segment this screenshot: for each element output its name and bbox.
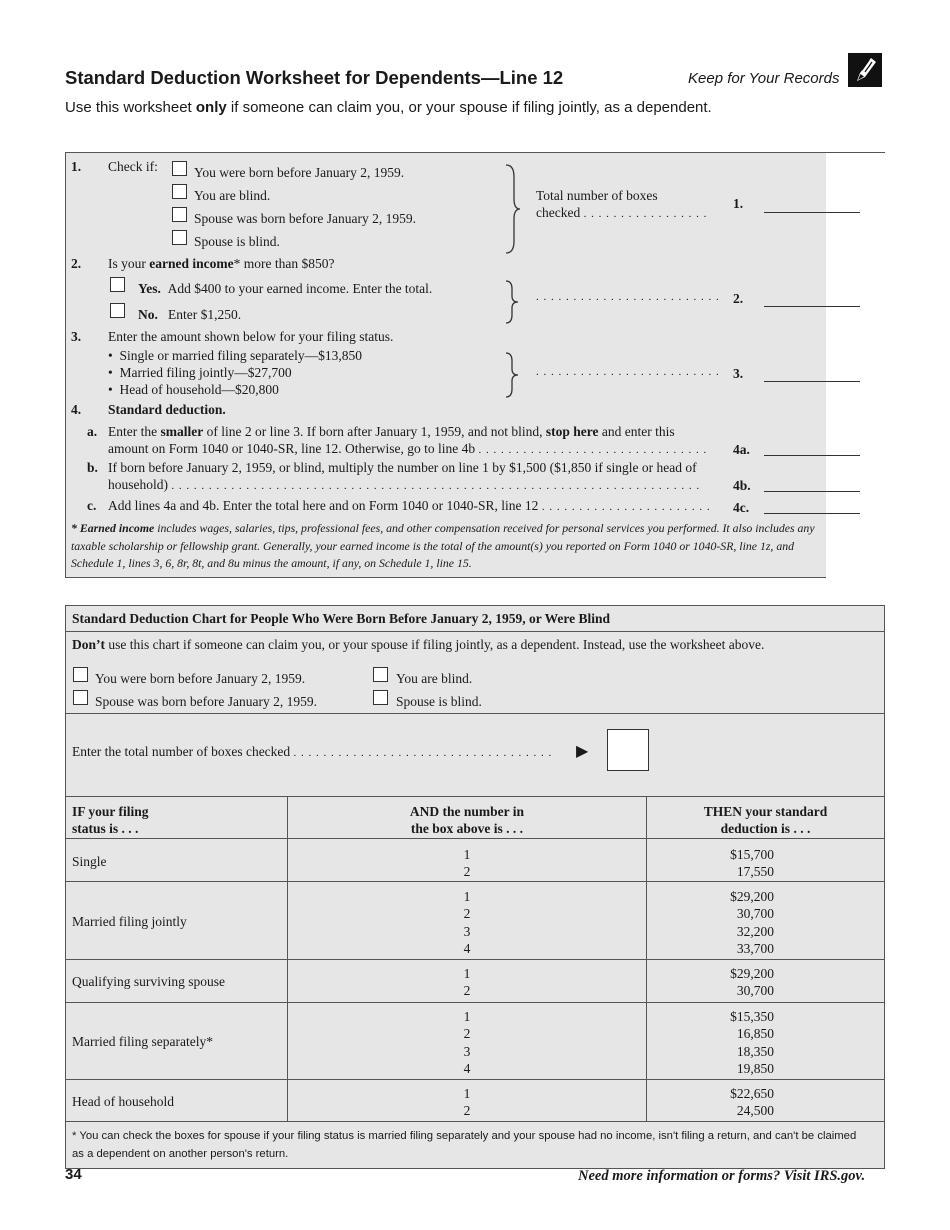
- checkbox-label: Spouse is blind.: [194, 234, 280, 249]
- bullet-text: Single or married filing separately—$13,850: [119, 348, 363, 363]
- checkbox-label: Spouse is blind.: [396, 694, 482, 709]
- number-value: 2: [463, 1026, 471, 1042]
- text-part: and enter this: [598, 424, 675, 439]
- number-value: 2: [463, 983, 471, 998]
- col-header-status: [72, 803, 149, 837]
- header-line: the box above is . . .: [410, 821, 524, 836]
- line-letter: c.: [87, 498, 97, 513]
- number-value: 4: [463, 940, 471, 956]
- leader-dots: . . . . . . . . . . . . . . . . . . . . . . . . . . . . . . . . . . . . . . . . . . . . . . . . . . . . . . . . . . . . . . . . . . . . . . .: [171, 480, 701, 492]
- total-boxes-label-part: checked: [536, 205, 581, 220]
- footnote-text: Schedule 1, lines 3, 6, 8r, 8t, and 8u minus the amount, if any, on Schedule 1, line 15.: [71, 556, 472, 570]
- chart-checkbox-born-before[interactable]: [73, 667, 88, 686]
- intro-text-bold: only: [195, 99, 227, 116]
- amount-value: 17,550: [736, 864, 774, 879]
- row-status: Married filing jointly: [72, 914, 187, 929]
- col-header-number: [288, 803, 646, 837]
- divider: [66, 1121, 884, 1122]
- divider: [66, 881, 884, 882]
- footnote-line: * You can check the boxes for spouse if your filing status is married filing separately and your spouse had no income, isn't filing a return, and can't be claimed: [72, 1130, 857, 1142]
- line-4b-text: [108, 477, 728, 493]
- footer-link-text: Need more information or forms? Visit IRS.gov.: [578, 1168, 866, 1184]
- row-numbers: [288, 1085, 646, 1119]
- row-amounts: [728, 1085, 774, 1119]
- header-line: status is . . .: [72, 821, 139, 836]
- brace-icon: [504, 279, 520, 329]
- checkbox-label: Spouse was born before January 2, 1959.: [95, 694, 317, 709]
- line-ref: 4c.: [733, 500, 750, 515]
- number-value: 2: [463, 1103, 471, 1118]
- filing-status-bullet: • Single or married filing separately—$13,850: [108, 348, 363, 363]
- number-value: 1: [463, 1086, 471, 1101]
- leader-dots: . . . . . . . . . . . . . . . . . . . . . . .: [541, 501, 711, 513]
- amount-value: 16,850: [736, 1026, 774, 1042]
- header-line: AND the number in: [409, 804, 525, 819]
- divider: [66, 838, 884, 839]
- page-title: Standard Deduction Worksheet for Dependents—Line 12: [65, 67, 564, 88]
- text-part: Enter the: [108, 424, 161, 439]
- line-ref: 2.: [733, 291, 744, 306]
- number-value: 3: [463, 923, 471, 939]
- number-value: 4: [463, 1060, 471, 1076]
- row-numbers: [288, 1008, 646, 1077]
- chart-footnote: [72, 1128, 882, 1163]
- line-number: 4.: [71, 402, 82, 417]
- line-4a-input[interactable]: [764, 455, 860, 456]
- enter-total-label: [72, 744, 552, 760]
- amount-value: 24,500: [736, 1103, 774, 1118]
- divider: [66, 631, 884, 632]
- row-numbers: [288, 888, 646, 957]
- header-line: IF your filing: [72, 804, 149, 819]
- bullet-text: Married filing jointly—$27,700: [119, 365, 292, 380]
- question-part: Is your: [108, 256, 150, 271]
- line-3-text: Enter the amount shown below for your filing status.: [108, 329, 394, 344]
- amount-value: 30,700: [736, 906, 774, 922]
- line-3-input[interactable]: [764, 381, 860, 382]
- row-numbers: [288, 965, 646, 999]
- line-number: 3.: [71, 329, 82, 344]
- line-ref: 3.: [733, 366, 744, 381]
- leader-dots: . . . . . . . . . . . . . . . . . . . . . . . . . . . . . . . . . . .: [293, 747, 553, 759]
- leader-dots: . . . . . . . . . . . . . . . . .: [583, 208, 708, 220]
- yes-text: Add $400 to your earned income. Enter the total.: [167, 281, 433, 296]
- checkbox-no[interactable]: [110, 303, 125, 322]
- line-1-input[interactable]: [764, 212, 860, 213]
- checkbox-born-before[interactable]: [172, 161, 187, 180]
- amount-value: $29,200: [730, 966, 774, 981]
- check-if-label: Check if:: [108, 159, 158, 174]
- row-numbers: [288, 846, 646, 880]
- earned-income-footnote: [71, 520, 881, 573]
- arrow-right-icon: ▶: [576, 743, 589, 760]
- row-status: Head of household: [72, 1094, 174, 1109]
- row-amounts: [728, 846, 774, 880]
- divider: [66, 1002, 884, 1003]
- col-header-deduction: [647, 803, 884, 837]
- amount-value: 32,200: [736, 923, 774, 939]
- line-ref: 1.: [733, 196, 744, 211]
- row-amounts: [728, 888, 774, 957]
- bullet-text: Head of household—$20,800: [119, 382, 279, 397]
- checkbox-spouse-blind[interactable]: [172, 230, 187, 249]
- line-4b-input[interactable]: [764, 491, 860, 492]
- checkbox-label: You were born before January 2, 1959.: [95, 671, 306, 686]
- leader-dots: . . . . . . . . . . . . . . . . . . . . . . . . . . . . . . .: [478, 444, 708, 456]
- line-letter: b.: [87, 460, 98, 475]
- leader-dots: . . . . . . . . . . . . . . . . . . . . . . . . .: [536, 366, 720, 378]
- divider: [66, 1079, 884, 1080]
- number-value: 1: [463, 1009, 471, 1024]
- row-status: Married filing separately*: [72, 1034, 213, 1049]
- no-text: Enter $1,250.: [168, 307, 242, 322]
- text-part: household): [108, 477, 168, 492]
- header-line: THEN your standard: [703, 804, 828, 819]
- number-value: 1: [463, 847, 471, 862]
- amount-value: $22,650: [730, 1086, 774, 1101]
- no-option: [138, 307, 241, 323]
- checkbox-spouse-born-before[interactable]: [172, 207, 187, 226]
- total-boxes-label: [536, 205, 707, 221]
- header-line: deduction is . . .: [720, 821, 811, 836]
- checkbox-label: Spouse was born before January 2, 1959.: [194, 211, 416, 226]
- text-bold: smaller: [160, 424, 204, 439]
- amount-value: 19,850: [736, 1060, 774, 1076]
- pencil-icon: [848, 53, 882, 87]
- total-boxes-input[interactable]: [607, 729, 649, 771]
- line-4c-input[interactable]: [764, 513, 860, 514]
- line-letter: a.: [87, 424, 98, 439]
- line-ref: 4a.: [733, 442, 750, 457]
- number-value: 1: [463, 966, 471, 981]
- chart-checkbox-spouse-born-before[interactable]: [73, 690, 88, 709]
- divider: [66, 959, 884, 960]
- line-4a-text: [108, 441, 707, 457]
- line-4c-text: [108, 498, 711, 514]
- amount-value: $29,200: [730, 889, 774, 904]
- footnote-line: as a dependent on another person's return.: [72, 1147, 289, 1160]
- enter-total-text: Enter the total number of boxes checked: [72, 744, 291, 759]
- amount-value: $15,700: [730, 847, 774, 862]
- brace-icon: [504, 351, 520, 403]
- filing-status-bullet: • Head of household—$20,800: [108, 382, 279, 397]
- text-part: of line 2 or line 3. If born after January 1, 1959, and not blind,: [203, 424, 546, 439]
- standard-deduction-chart: [65, 605, 885, 1169]
- line-ref: 4b.: [733, 478, 751, 493]
- footnote-text: includes wages, salaries, tips, professional fees, and other compensation received for personal services you performed. It also includes any: [154, 521, 815, 535]
- chart-title: Standard Deduction Chart for People Who Were Born Before January 2, 1959, or Were Blind: [72, 611, 611, 626]
- intro-text-part: if someone can claim you, or your spouse if filing jointly, as a dependent.: [226, 99, 712, 116]
- row-amounts: [728, 1008, 774, 1077]
- checkbox-blind[interactable]: [172, 184, 187, 203]
- checkbox-label: You are blind.: [194, 188, 271, 203]
- text-part: Add lines 4a and 4b. Enter the total here and on Form 1040 or 1040-SR, line 12: [108, 498, 539, 513]
- row-status: Single: [72, 854, 107, 869]
- dont-bold: Don’t: [72, 637, 105, 652]
- page-number: 34: [65, 1166, 82, 1183]
- footnote-text: taxable scholarship or fellowship grant. Generally, your earned income is the total of the amount(s) you reported on Form 1040 or 1040-SR, line 1z, and: [71, 538, 795, 553]
- divider: [66, 796, 884, 797]
- keep-records-label: Keep for Your Records: [688, 70, 840, 87]
- footnote-bold: * Earned income: [71, 521, 155, 535]
- number-value: 2: [463, 864, 471, 879]
- text-part: amount on Form 1040 or 1040-SR, line 12. Otherwise, go to line 4b: [108, 441, 476, 456]
- line-number: 2.: [71, 256, 82, 271]
- dont-use-note: [72, 637, 764, 653]
- line-2-input[interactable]: [764, 306, 860, 307]
- row-amounts: [728, 965, 774, 999]
- checkbox-label: You are blind.: [396, 671, 473, 686]
- amount-column: [826, 153, 926, 666]
- divider: [66, 713, 884, 714]
- total-boxes-label: Total number of boxes: [536, 188, 658, 203]
- question-part: * more than $850?: [233, 256, 335, 271]
- intro-text-part: Use this worksheet: [65, 99, 196, 116]
- number-value: 2: [463, 906, 471, 922]
- brace-icon: [504, 163, 522, 259]
- question-bold: earned income: [149, 256, 234, 271]
- filing-status-bullet: • Married filing jointly—$27,700: [108, 365, 292, 380]
- yes-option: [138, 281, 432, 297]
- no-label: No.: [138, 307, 158, 322]
- amount-value: 18,350: [736, 1043, 774, 1059]
- amount-value: 30,700: [736, 983, 774, 998]
- yes-label: Yes.: [138, 281, 161, 296]
- number-value: 3: [463, 1043, 471, 1059]
- checkbox-yes[interactable]: [110, 277, 125, 296]
- line-4a-text: [108, 424, 675, 440]
- leader-dots: . . . . . . . . . . . . . . . . . . . . . . . . .: [536, 291, 720, 303]
- intro-text: [65, 99, 712, 116]
- dont-text: use this chart if someone can claim you, or your spouse if filing jointly, as a dependent. Instead, use the worksheet above.: [105, 637, 765, 652]
- number-value: 1: [463, 889, 471, 904]
- amount-value: $15,350: [730, 1009, 774, 1024]
- checkbox-label: You were born before January 2, 1959.: [194, 165, 405, 180]
- amount-value: 33,700: [736, 940, 774, 956]
- earned-income-question: [108, 256, 334, 272]
- chart-checkbox-spouse-blind[interactable]: [373, 690, 388, 709]
- standard-deduction-heading: Standard deduction.: [108, 402, 226, 417]
- line-number: 1.: [71, 159, 82, 174]
- chart-checkbox-blind[interactable]: [373, 667, 388, 686]
- dependents-worksheet: [65, 152, 885, 578]
- text-bold: stop here: [545, 424, 599, 439]
- line-4b-text: If born before January 2, 1959, or blind, multiply the number on line 1 by $1,500 ($1,850 if single or head of: [108, 460, 697, 475]
- row-status: Qualifying surviving spouse: [72, 974, 225, 989]
